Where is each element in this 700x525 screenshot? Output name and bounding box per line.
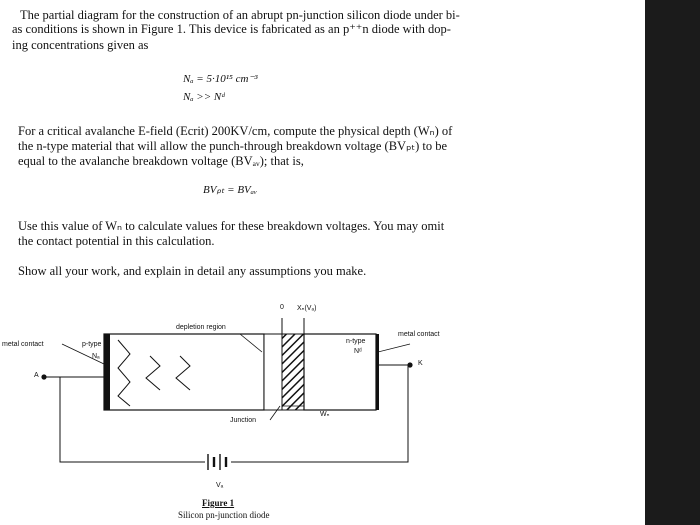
label-metal-contact-left: metal contact [2,341,44,348]
label-junction: Junction [230,417,257,424]
label-nd: Nᵈ [354,348,362,355]
label-xn: Xₙ(Vₐ) [297,305,317,312]
right-metal-leader [378,344,410,352]
para3-line-1: Use this value of Wₙ to calculate values for these breakdown voltages. You may omit [18,219,445,233]
para3-line-2: the contact potential in this calculation. [18,234,215,248]
depletion-n-side [282,334,304,410]
label-k: K [418,360,423,367]
intro-line-1: The partial diagram for the construction of an abrupt pn-junction silicon diode under bi- [20,8,460,22]
label-depletion-region: depletion region [176,324,226,331]
left-metal-contact-bar [104,334,110,410]
equation-bv: BVₚₜ = BVₐᵥ [203,184,258,196]
figure-caption-title: Figure 1 [202,498,235,508]
para2-line-3: equal to the avalanche breakdown voltage (BVₐᵥ); that is, [18,154,304,168]
n-type-region [304,334,376,410]
equation-doping-ratio: Nₐ >> Nᵈ [183,91,225,103]
label-n-type: n-type [346,338,366,345]
label-zero: 0 [280,304,284,311]
label-va: Vₐ [216,482,224,489]
terminal-a-dot [41,374,46,379]
label-p-type: p-type [82,341,102,348]
label-wn: Wₙ [320,411,330,418]
depletion-p-side [264,334,282,410]
label-a: A [34,372,39,379]
label-metal-contact-right: metal contact [398,331,440,338]
para4-text: Show all your work, and explain in detail any assumptions you make. [18,264,367,278]
label-na: Nₐ [92,353,100,360]
intro-line-2: as conditions is shown in Figure 1. This device is fabricated as an p⁺⁺n diode with dop- [12,22,451,36]
figure-caption-text: Silicon pn-junction diode [178,510,270,520]
p-type-region [104,334,264,410]
equation-doping-na: Nₐ = 5·10¹⁵ cm⁻³ [183,73,258,85]
para2-line-2: the n-type material that will allow the punch-through breakdown voltage (BVₚₜ) to be [18,139,448,153]
intro-line-3: ing concentrations given as [12,38,149,52]
para2-line-1: For a critical avalanche E-field (Ecrit) 200KV/cm, compute the physical depth (Wₙ) of [18,124,453,138]
